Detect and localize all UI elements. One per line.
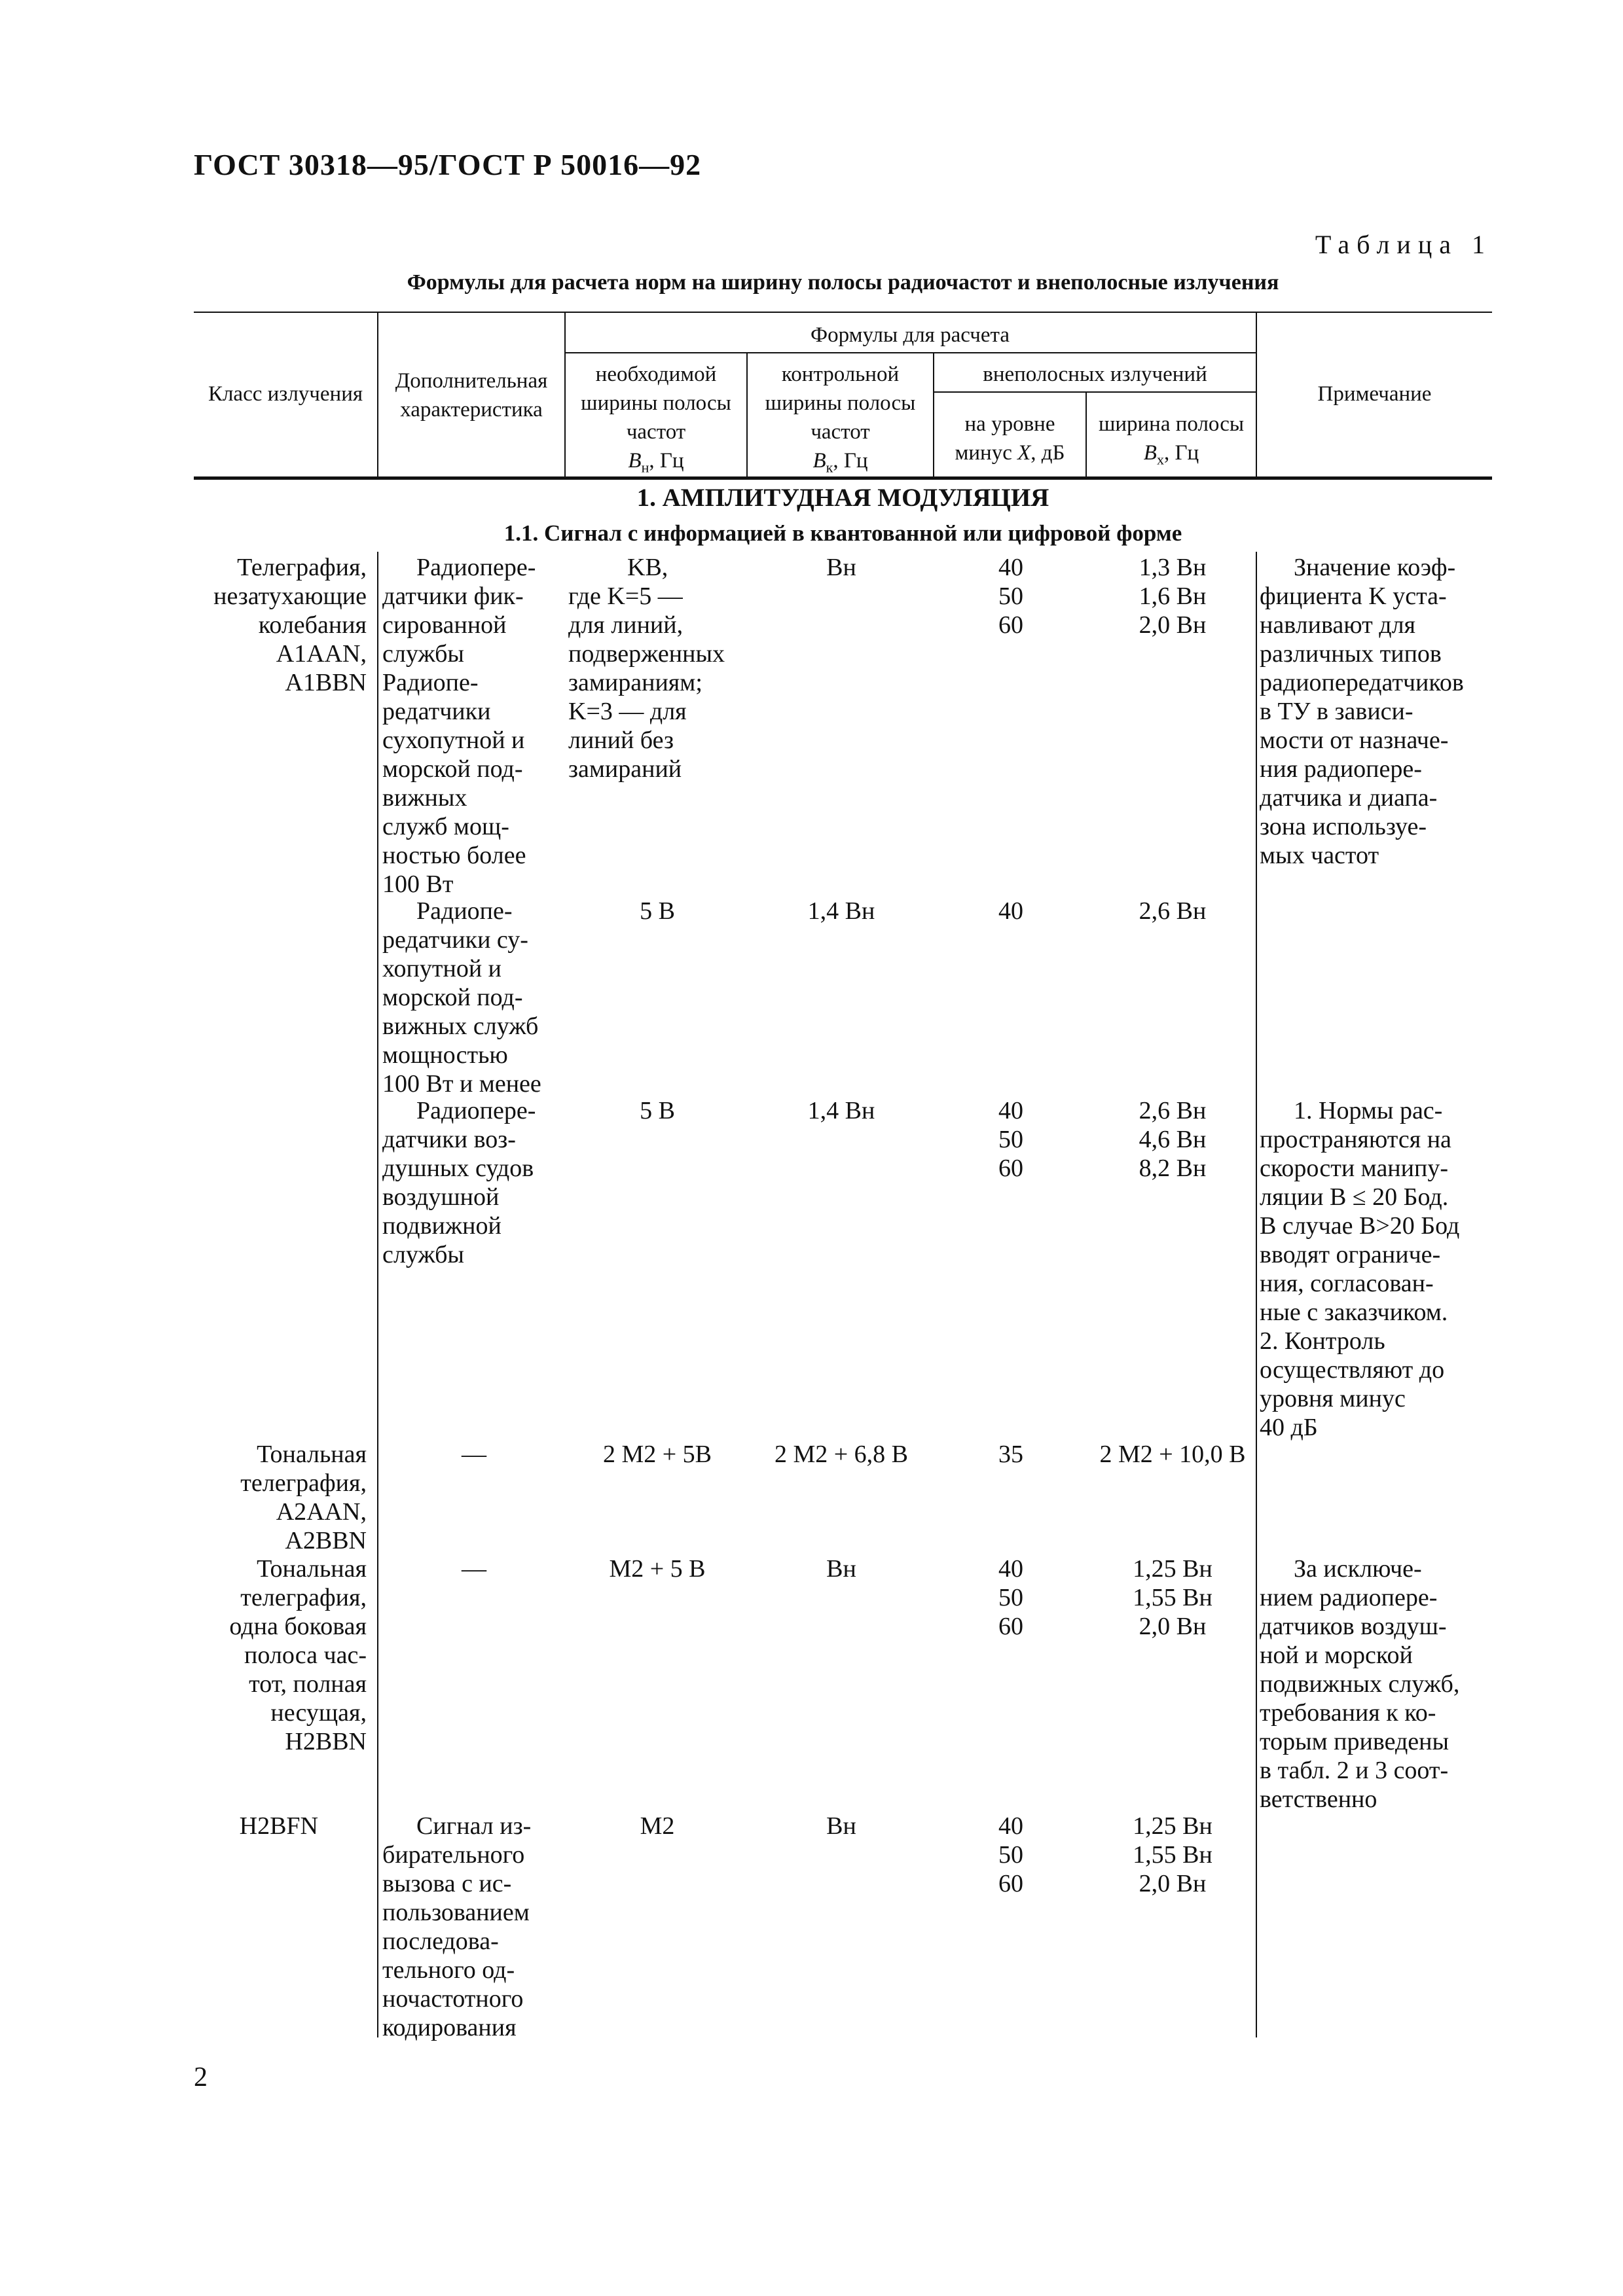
- row5-additional: —: [462, 1555, 486, 1583]
- row1-class: Телеграфия, незатухающие колебания A1AAN, A1BBN: [213, 554, 367, 696]
- row5-control: Bн: [826, 1555, 856, 1583]
- header-level: на уровне минус X, дБ: [955, 412, 1065, 465]
- header-width: ширина полосы $B_x$, Гц: [1098, 412, 1245, 468]
- row4-necessary: 2 M2 + 5B: [602, 1441, 712, 1468]
- row1-width: 1,3 Bн 1,6 Bн 2,0 Bн: [1139, 554, 1207, 639]
- table-top-rule: [194, 312, 1492, 313]
- row6-width: 1,25 Bн 1,55 Bн 2,0 Bн: [1133, 1812, 1213, 1897]
- row2-level: 40: [998, 897, 1023, 925]
- row6-necessary: M2: [640, 1812, 675, 1840]
- row5-necessary: M2 + 5 B: [609, 1555, 706, 1583]
- row6-class: H2BFN: [239, 1812, 318, 1840]
- formulas-rule: [564, 352, 1257, 353]
- row5-width: 1,25 Bн 1,55 Bн 2,0 Bн: [1133, 1555, 1213, 1640]
- row2-additional: Радиопе- редатчики су- хопутной и морской под- вижных служб мощностью 100 Вт и менее: [382, 897, 541, 1098]
- body-col-divider-6: [1256, 552, 1257, 2037]
- body-col-divider-1: [377, 552, 378, 2037]
- page-number: 2: [194, 2062, 208, 2092]
- header-class: Класс излучения: [208, 382, 363, 406]
- table-caption: Формулы для расчета норм на ширину полосы радиочастот и внеполосные излучения: [407, 270, 1279, 295]
- row3-width: 2,6 Bн 4,6 Bн 8,2 Bн: [1139, 1097, 1207, 1182]
- row1-additional: Радиопере- датчики фик- сированной службы Радиопе- редатчики сухопутной и морской под- вижных служб мощ- ностью более 100 Вт: [382, 554, 536, 898]
- row5-level: 40 50 60: [998, 1555, 1023, 1640]
- row5-class: Тональная телеграфия, одна боковая полоса час- тот, полная несущая, H2BBN: [229, 1555, 367, 1755]
- row3-control: 1,4 Bн: [807, 1097, 875, 1124]
- row2-control: 1,4 Bн: [807, 897, 875, 925]
- row6-control: Bн: [826, 1812, 856, 1840]
- header-additional: Дополнительная характеристика: [395, 369, 548, 422]
- document-title: ГОСТ 30318—95/ГОСТ Р 50016—92: [194, 148, 702, 181]
- row3-level: 40 50 60: [998, 1097, 1023, 1182]
- out-of-band-rule: [933, 391, 1257, 393]
- row1-level: 40 50 60: [998, 554, 1023, 639]
- row1-control: Bн: [826, 554, 856, 581]
- row3-additional: Радиопере- датчики воз- душных судов воздушной подвижной службы: [382, 1097, 536, 1268]
- row6-level: 40 50 60: [998, 1812, 1023, 1897]
- row3-note: 1. Нормы рас- пространяются на скорости манипу- ляции B ≤ 20 Бод. В случае B>20 Бод вводят ограниче- ния, согласован- ные с заказчиком. 2. Контроль осуществляют до уровня минус 40 дБ: [1260, 1097, 1460, 1441]
- header-formulas: Формулы для расчета: [811, 323, 1010, 347]
- section-title: 1. АМПЛИТУДНАЯ МОДУЛЯЦИЯ: [636, 484, 1049, 512]
- row3-necessary: 5 B: [640, 1097, 675, 1124]
- table-number: Таблица 1: [1315, 230, 1492, 259]
- header-out-of-band: внеполосных излучений: [983, 363, 1207, 386]
- subsection-title: 1.1. Сигнал с информацией в квантованной или цифровой форме: [503, 520, 1182, 546]
- row4-level: 35: [998, 1441, 1023, 1468]
- row4-additional: —: [462, 1441, 486, 1468]
- header-control: контрольной ширины полосы частот $B_к$, Гц: [765, 363, 916, 476]
- header-note: Примечание: [1317, 382, 1432, 406]
- row2-necessary: 5 B: [640, 897, 675, 925]
- row1-note: Значение коэф- фициента K уста- навливают для различных типов радиопередатчиков в ТУ в зависи- мости от назначе- ния радиопере- датчика и диапа- зона используе- мых частот: [1260, 554, 1464, 869]
- row4-width: 2 M2 + 10,0 B: [1099, 1441, 1246, 1468]
- row1-necessary: KB, где K=5 — для линий, подверженных замираниям; K=3 — для линий без замираний: [568, 554, 725, 783]
- row4-class: Тональная телеграфия, A2AAN, A2BBN: [240, 1441, 367, 1554]
- row4-control: 2 M2 + 6,8 B: [774, 1441, 909, 1468]
- row6-additional: Сигнал из- бирательного вызова с ис- пользованием последова- тельного од- ночастотного кодирования: [382, 1812, 532, 2041]
- row5-note: За исключе- нием радиопере- датчиков воздуш- ной и морской подвижных служб, требования к ко- торым приведены в табл. 2 и 3 соот- ветственно: [1260, 1555, 1460, 1813]
- row2-width: 2,6 Bн: [1139, 897, 1207, 925]
- header-necessary: необходимой ширины полосы частот $B_н$, Гц: [581, 363, 731, 476]
